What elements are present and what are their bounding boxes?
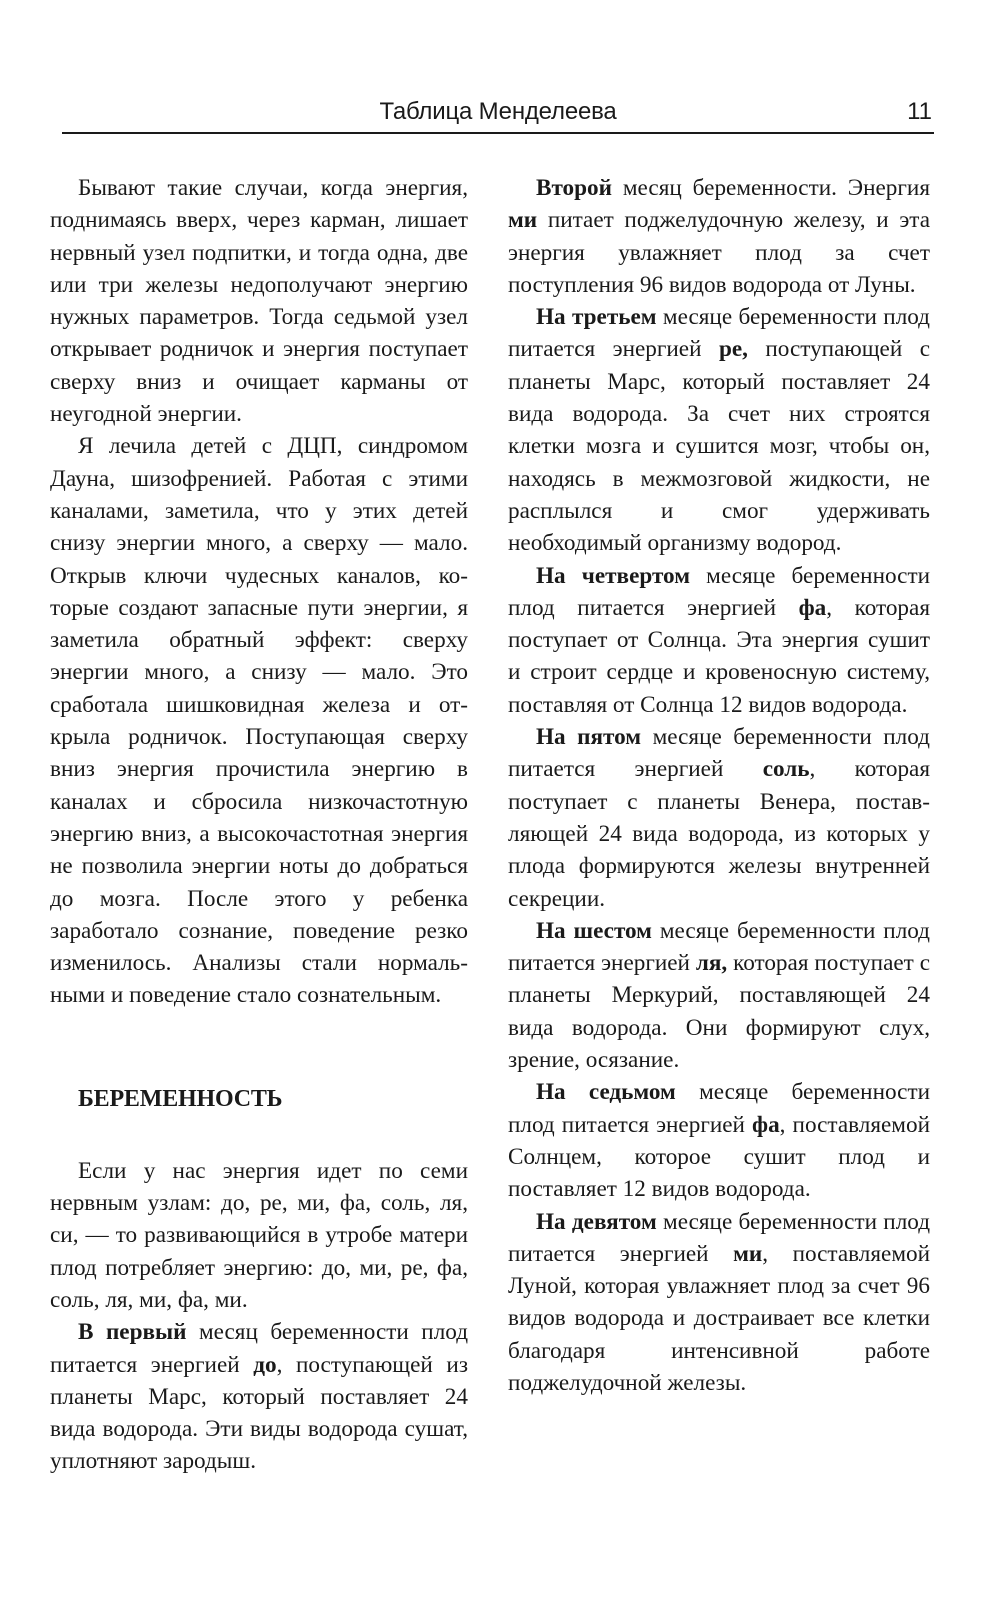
- bold-lead: На третьем: [536, 304, 657, 331]
- bold-lead: На девятом: [536, 1208, 657, 1235]
- paragraph-text: , поставляемой Солнцем, которое сушит плод и поставляет 12 видов водорода.: [508, 1111, 930, 1203]
- paragraph-text: месяце беременности плод питается энергией: [508, 562, 930, 621]
- bold-note: ре,: [718, 336, 748, 363]
- running-header-title: Таблица Менделеева: [379, 98, 617, 125]
- bold-note: фа: [752, 1111, 780, 1138]
- paragraph-text: месяц беременности плод питается энергией: [50, 1319, 468, 1378]
- bold-note: ми: [508, 207, 538, 234]
- bold-lead: На пятом: [536, 724, 642, 751]
- bold-note: соль: [762, 756, 810, 783]
- bold-note: до: [253, 1351, 277, 1378]
- paragraph-text: месяце беременности плод питается энергией: [508, 304, 930, 363]
- paragraph-text: , которая поступает от Солнца. Эта энергия сушит и строит сердце и кровеносную систему, поставляя от Солнца 12 видов водорода.: [508, 594, 930, 718]
- paragraph: [508, 301, 930, 559]
- paragraph: Бывают такие случаи, когда энергия, поднимаясь вверх, через карман, лишает нервный узел подпитки, и тогда одна, две или три железы недополучают энергию нужных параметров. Тогда седьмой узел открывает родничок и энергия поступает сверху вниз и очищает карманы от неугодной энергии.: [50, 175, 468, 428]
- bold-note: ми: [733, 1240, 763, 1267]
- paragraph-text: месяц беременности. Энергия: [612, 175, 930, 201]
- paragraph: [508, 172, 930, 301]
- paragraph-text: месяце беременности плод питается энергией: [508, 917, 930, 977]
- paragraph-text: месяце беременности плод питается энергией: [508, 724, 930, 783]
- bold-lead: В первый: [78, 1319, 187, 1346]
- paragraph: [508, 1076, 930, 1205]
- bold-lead: На четвертом: [536, 562, 690, 589]
- paragraph-text: поступающей с планеты Марс, который поставляет 24 вида водорода. За счет них строятся клетки мозга и сушится мозг, чтобы он, находясь в межмозговой жидкости, не расплылся и смог удерживать необходимый организму водород.: [508, 336, 930, 557]
- bold-note: ля,: [695, 950, 728, 977]
- paragraph-text: , которая поступает с планеты Венера, поставляющей 24 вида водорода, из которых у плода формируются железы внутренней секреции.: [508, 756, 930, 912]
- section-heading: БЕРЕМЕННОСТЬ: [78, 1085, 283, 1112]
- bold-lead: На седьмом: [536, 1079, 676, 1106]
- paragraph-text: , поступающей из планеты Марс, который поставляет 24 вида водорода. Эти виды водорода сушат, уплотняют зародыш.: [50, 1351, 468, 1475]
- paragraph-text: , поставляемой Луной, которая увлажняет плод за счет 96 видов водорода и достраивает все клетки благодаря интенсивной работе поджелудочной железы.: [508, 1240, 930, 1396]
- bold-lead: На шестом: [536, 917, 652, 944]
- paragraph: [508, 560, 930, 721]
- bold-lead: Второй: [536, 175, 612, 201]
- paragraph: [508, 721, 930, 915]
- paragraph: Если у нас энергия идет по семи нервным узлам: до, ре, ми, фа, соль, ля, си, — то развивающийся в утробе матери плод потребляет энергию: до, ми, ре, фа, соль, ля, ми, фа, ми.: [50, 1157, 468, 1313]
- header-rule: [62, 132, 934, 134]
- left-column: [50, 172, 468, 1478]
- paragraph-text: питает поджелудочную железу, и эта энергия увлажняет плод за счет поступления 96 видов водорода от Луны.: [508, 207, 930, 298]
- right-column: [508, 172, 930, 1399]
- paragraph: Я лечила детей с ДЦП, синдромом Дауна, шизофренией. Работая с этими каналами, заметила, что у этих детей снизу энергии много, а сверху — мало. Открыв ключи чудесных каналов, которые создают запасные пути энергии, я заметила обратный эффект: сверху энергии много, а снизу — мало. Это сработала шишковидная железа и открыла родничок. Поступающая сверху вниз энергия прочистила энергию в каналах и сбросила низкочастотную энергию вниз, а высокочастотная энергия не позволила энергии ноты до добраться до мозга. После этого у ребенка заработало сознание, поведение резко изменилось. Анализы стали нормальными и поведение стало сознательным.: [50, 433, 468, 1009]
- paragraph: [508, 1206, 930, 1400]
- paragraph-text: которая поступает с планеты Меркурий, поставляющей 24 вида водорода. Они формируют слух, зрение, осязание.: [508, 950, 931, 1074]
- paragraph: [50, 1316, 468, 1477]
- bold-note: фа: [798, 594, 827, 621]
- page-number: 11: [907, 98, 932, 125]
- running-header: [62, 96, 934, 136]
- paragraph-text: месяце беременности плод питается энергией: [508, 1079, 930, 1138]
- paragraph-text: месяце беременности плод питается энергией: [508, 1208, 930, 1267]
- paragraph: [508, 915, 930, 1076]
